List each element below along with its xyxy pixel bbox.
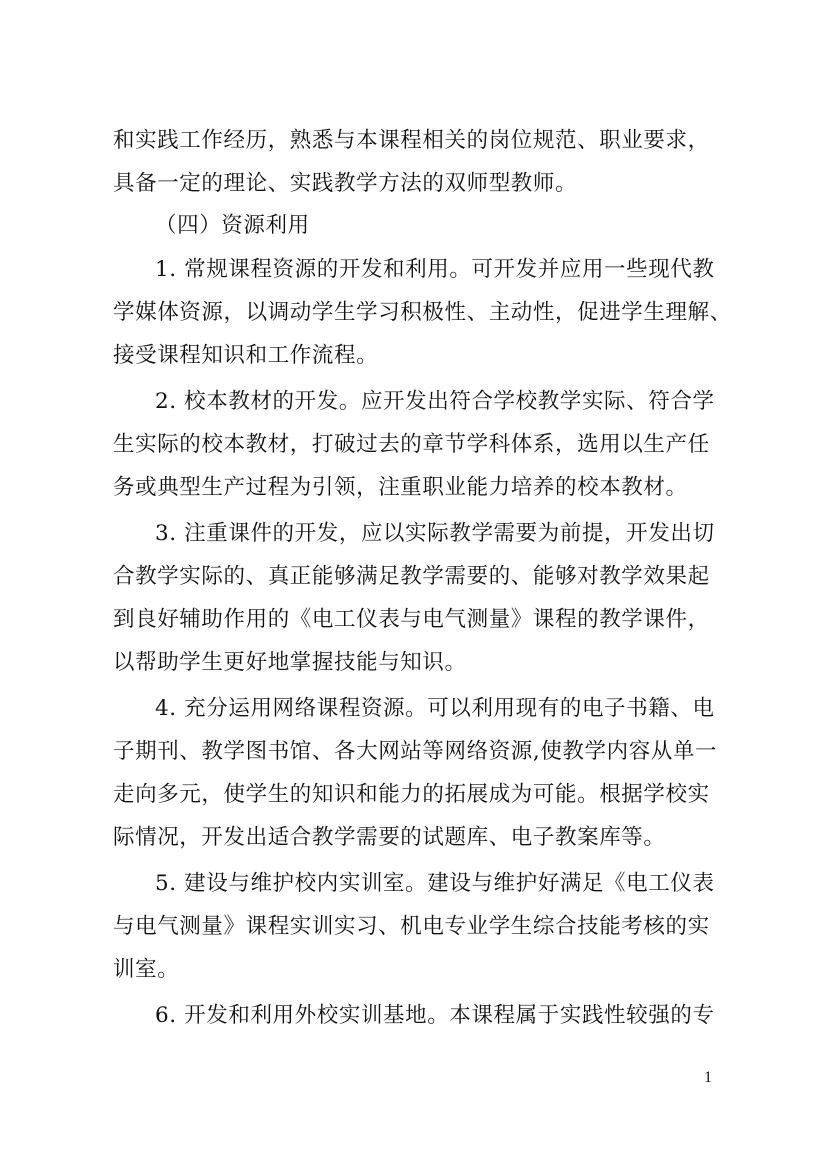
text-line: 具备一定的理论、实践教学方法的双师型教师。 [113, 171, 578, 196]
text-line: 子期刊、教学图书馆、各大网站等网络资源,使教学内容从单一 [113, 739, 718, 764]
text-line: 生实际的校本教材，打破过去的章节学科体系，选用以生产任 [113, 432, 710, 457]
text-line: 3. 注重课件的开发，应以实际教学需要为前提，开发出切 [155, 521, 715, 546]
text-line: 与电气测量》课程实训实习、机电专业学生综合技能考核的实 [113, 914, 710, 939]
text-line: 以帮助学生更好地掌握技能与知识。 [113, 650, 467, 675]
text-line: 训室。 [113, 957, 180, 982]
text-line: 学媒体资源，以调动学生学习积极性、主动性，促进学生理解、 [113, 300, 732, 325]
text-line: 合教学实际的、真正能够满足教学需要的、能够对教学效果起 [113, 564, 710, 589]
text-line: 2. 校本教材的开发。应开发出符合学校教学实际、符合学 [155, 389, 715, 414]
text-line: 6. 开发和利用外校实训基地。本课程属于实践性较强的专 [155, 1003, 715, 1028]
text-line: 到良好辅助作用的《电工仪表与电气测量》课程的教学课件， [113, 607, 710, 632]
text-line: 和实践工作经历，熟悉与本课程相关的岗位规范、职业要求， [113, 128, 710, 153]
text-line: 务或典型生产过程为引领，注重职业能力培养的校本教材。 [113, 475, 688, 500]
text-line: 1. 常规课程资源的开发和利用。可开发并应用一些现代教 [155, 257, 715, 282]
text-line: 5. 建设与维护校内实训室。建设与维护好满足《电工仪表 [155, 871, 715, 896]
text-line: 走向多元，使学生的知识和能力的拓展成为可能。根据学校实 [113, 782, 710, 807]
page-number: 1 [704, 1069, 712, 1086]
text-line: 4. 充分运用网络课程资源。可以利用现有的电子书籍、电 [155, 696, 715, 721]
section-heading: （四）资源利用 [155, 213, 310, 238]
text-line: 接受课程知识和工作流程。 [113, 343, 379, 368]
text-line: 际情况，开发出适合教学需要的试题库、电子教案库等。 [113, 825, 666, 850]
